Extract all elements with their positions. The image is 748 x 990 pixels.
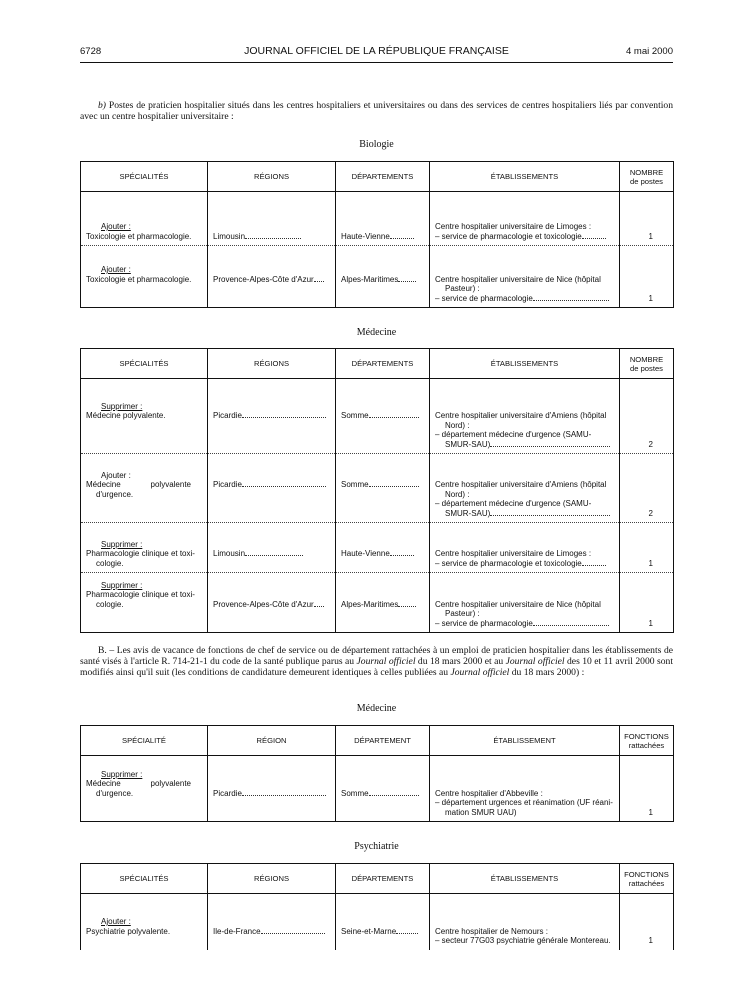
- cell-specialite: Ajouter : Médecine polyvalente d'urgence.: [81, 454, 208, 523]
- table-psychiatrie: [80, 863, 674, 950]
- page-header: [80, 44, 673, 62]
- cell-specialite: Supprimer : Médecine polyvalente.: [81, 379, 208, 454]
- table-row: [81, 454, 674, 523]
- cell-etablissement: Centre hospitalier d'Abbeville : – département urgences et réanimation (UF réani- mation SMUR UAU): [430, 756, 620, 822]
- paragraph-B: B. – Les avis de vacance de fonctions de chef de service ou de département rattachées à un emploi de praticien hospitalier dans les établissements de santé visés à l'article R. 714-21-1 du code de la santé publique parus au Journal officiel du 18 mars 2000 et au Journal officiel des 10 et 11 avril 2000 sont modifiés ainsi qu'il suit (les conditions de candidature demeurent identiques à celles publiées au Journal officiel du 18 mars 2000) :: [80, 645, 673, 678]
- table-header-row: [81, 349, 674, 379]
- col-etablissements: ÉTABLISSEMENTS: [430, 349, 620, 379]
- col-departements: DÉPARTEMENTS: [336, 864, 430, 894]
- cell-nombre: 1: [620, 523, 674, 573]
- cell-departement: Alpes-Maritimes: [336, 573, 430, 633]
- table-row: [81, 246, 674, 308]
- col-departement: DÉPARTEMENT: [336, 726, 430, 756]
- paragraph-b: [80, 100, 673, 122]
- cell-fonctions: 1: [620, 894, 674, 950]
- cell-region: Limousin: [208, 523, 336, 573]
- table-row: [81, 573, 674, 633]
- cell-region: Provence-Alpes-Côte d'Azur: [208, 573, 336, 633]
- table-header-row: [81, 162, 674, 192]
- col-regions: RÉGIONS: [208, 162, 336, 192]
- table-row: [81, 192, 674, 246]
- cell-departement: Haute-Vienne: [336, 523, 430, 573]
- section-title-biologie: Biologie: [359, 139, 394, 150]
- cell-etablissement: Centre hospitalier universitaire d'Amiens (hôpital Nord) : – département médecine d'urgence (SAMU- SMUR-SAU): [430, 454, 620, 523]
- table-medecine: [80, 348, 674, 633]
- cell-etablissement: Centre hospitalier universitaire de Limoges : – service de pharmacologie et toxicologie: [430, 523, 620, 573]
- cell-departement: Seine-et-Marne: [336, 894, 430, 950]
- col-etablissement: ÉTABLISSEMENT: [430, 726, 620, 756]
- table-row: [81, 756, 674, 822]
- cell-specialite: Supprimer : Pharmacologie clinique et toxi- cologie.: [81, 523, 208, 573]
- col-region: RÉGION: [208, 726, 336, 756]
- table-medecine-fonctions: [80, 725, 674, 822]
- col-specialites: SPÉCIALITÉS: [81, 162, 208, 192]
- table-header-row: [81, 726, 674, 756]
- col-regions: RÉGIONS: [208, 864, 336, 894]
- cell-nombre: 1: [620, 573, 674, 633]
- col-etablissements: ÉTABLISSEMENTS: [430, 162, 620, 192]
- col-etablissements: ÉTABLISSEMENTS: [430, 864, 620, 894]
- cell-region: Provence-Alpes-Côte d'Azur: [208, 246, 336, 308]
- cell-nombre: 1: [620, 246, 674, 308]
- col-departements: DÉPARTEMENTS: [336, 349, 430, 379]
- cell-region: Ile-de-France: [208, 894, 336, 950]
- cell-specialite: Supprimer : Médecine polyvalente d'urgence.: [81, 756, 208, 822]
- table-row: [81, 894, 674, 950]
- cell-departement: Somme: [336, 454, 430, 523]
- cell-nombre: 2: [620, 379, 674, 454]
- col-regions: RÉGIONS: [208, 349, 336, 379]
- cell-specialite: Ajouter : Toxicologie et pharmacologie.: [81, 246, 208, 308]
- section-title-medecine-b: Médecine: [356, 703, 397, 714]
- cell-nombre: 2: [620, 454, 674, 523]
- cell-region: Picardie: [208, 756, 336, 822]
- table-row: [81, 379, 674, 454]
- issue-date: 4 mai 2000: [625, 46, 673, 57]
- cell-etablissement: Centre hospitalier universitaire de Limoges : – service de pharmacologie et toxicologie: [430, 192, 620, 246]
- table-header-row: [81, 864, 674, 894]
- cell-etablissement: Centre hospitalier de Nemours : – secteur 77G03 psychiatrie générale Montereau.: [430, 894, 620, 950]
- section-title-medecine: Médecine: [356, 327, 397, 338]
- journal-title: JOURNAL OFFICIEL DE LA RÉPUBLIQUE FRANÇAISE: [244, 45, 509, 57]
- cell-specialite: Ajouter : Psychiatrie polyvalente.: [81, 894, 208, 950]
- col-nombre: NOMBRE de postes: [620, 162, 674, 192]
- page-number: 6728: [80, 46, 102, 57]
- cell-specialite: Ajouter : Toxicologie et pharmacologie.: [81, 192, 208, 246]
- col-nombre: NOMBRE de postes: [620, 349, 674, 379]
- table-biologie: [80, 161, 674, 308]
- cell-nombre: 1: [620, 192, 674, 246]
- cell-departement: Somme: [336, 379, 430, 454]
- cell-fonctions: 1: [620, 756, 674, 822]
- col-departements: DÉPARTEMENTS: [336, 162, 430, 192]
- col-fonctions: FONCTIONS rattachées: [620, 726, 674, 756]
- cell-departement: Somme: [336, 756, 430, 822]
- cell-region: Limousin: [208, 192, 336, 246]
- cell-specialite: Supprimer : Pharmacologie clinique et toxi- cologie.: [81, 573, 208, 633]
- cell-departement: Haute-Vienne: [336, 192, 430, 246]
- header-rule: [80, 62, 673, 63]
- paragraph-b-text: Postes de praticien hospitalier situés dans les centres hospitaliers et universitaires ou dans des services de centres hospitaliers liés par convention avec un centre hospitalier universitaire :: [80, 100, 673, 122]
- table-row: [81, 523, 674, 573]
- col-fonctions: FONCTIONS rattachées: [620, 864, 674, 894]
- cell-etablissement: Centre hospitalier universitaire de Nice (hôpital Pasteur) : – service de pharmacologie: [430, 246, 620, 308]
- cell-region: Picardie: [208, 379, 336, 454]
- section-title-psychiatrie: Psychiatrie: [354, 841, 399, 852]
- cell-etablissement: Centre hospitalier universitaire d'Amiens (hôpital Nord) : – département médecine d'urgence (SAMU- SMUR-SAU): [430, 379, 620, 454]
- col-specialites: SPÉCIALITÉS: [81, 349, 208, 379]
- cell-region: Picardie: [208, 454, 336, 523]
- cell-etablissement: Centre hospitalier universitaire de Nice (hôpital Pasteur) : – service de pharmacologie: [430, 573, 620, 633]
- col-specialites: SPÉCIALITÉS: [81, 864, 208, 894]
- paragraph-b-label: b): [98, 100, 106, 111]
- cell-departement: Alpes-Maritimes: [336, 246, 430, 308]
- col-specialite: SPÉCIALITÉ: [81, 726, 208, 756]
